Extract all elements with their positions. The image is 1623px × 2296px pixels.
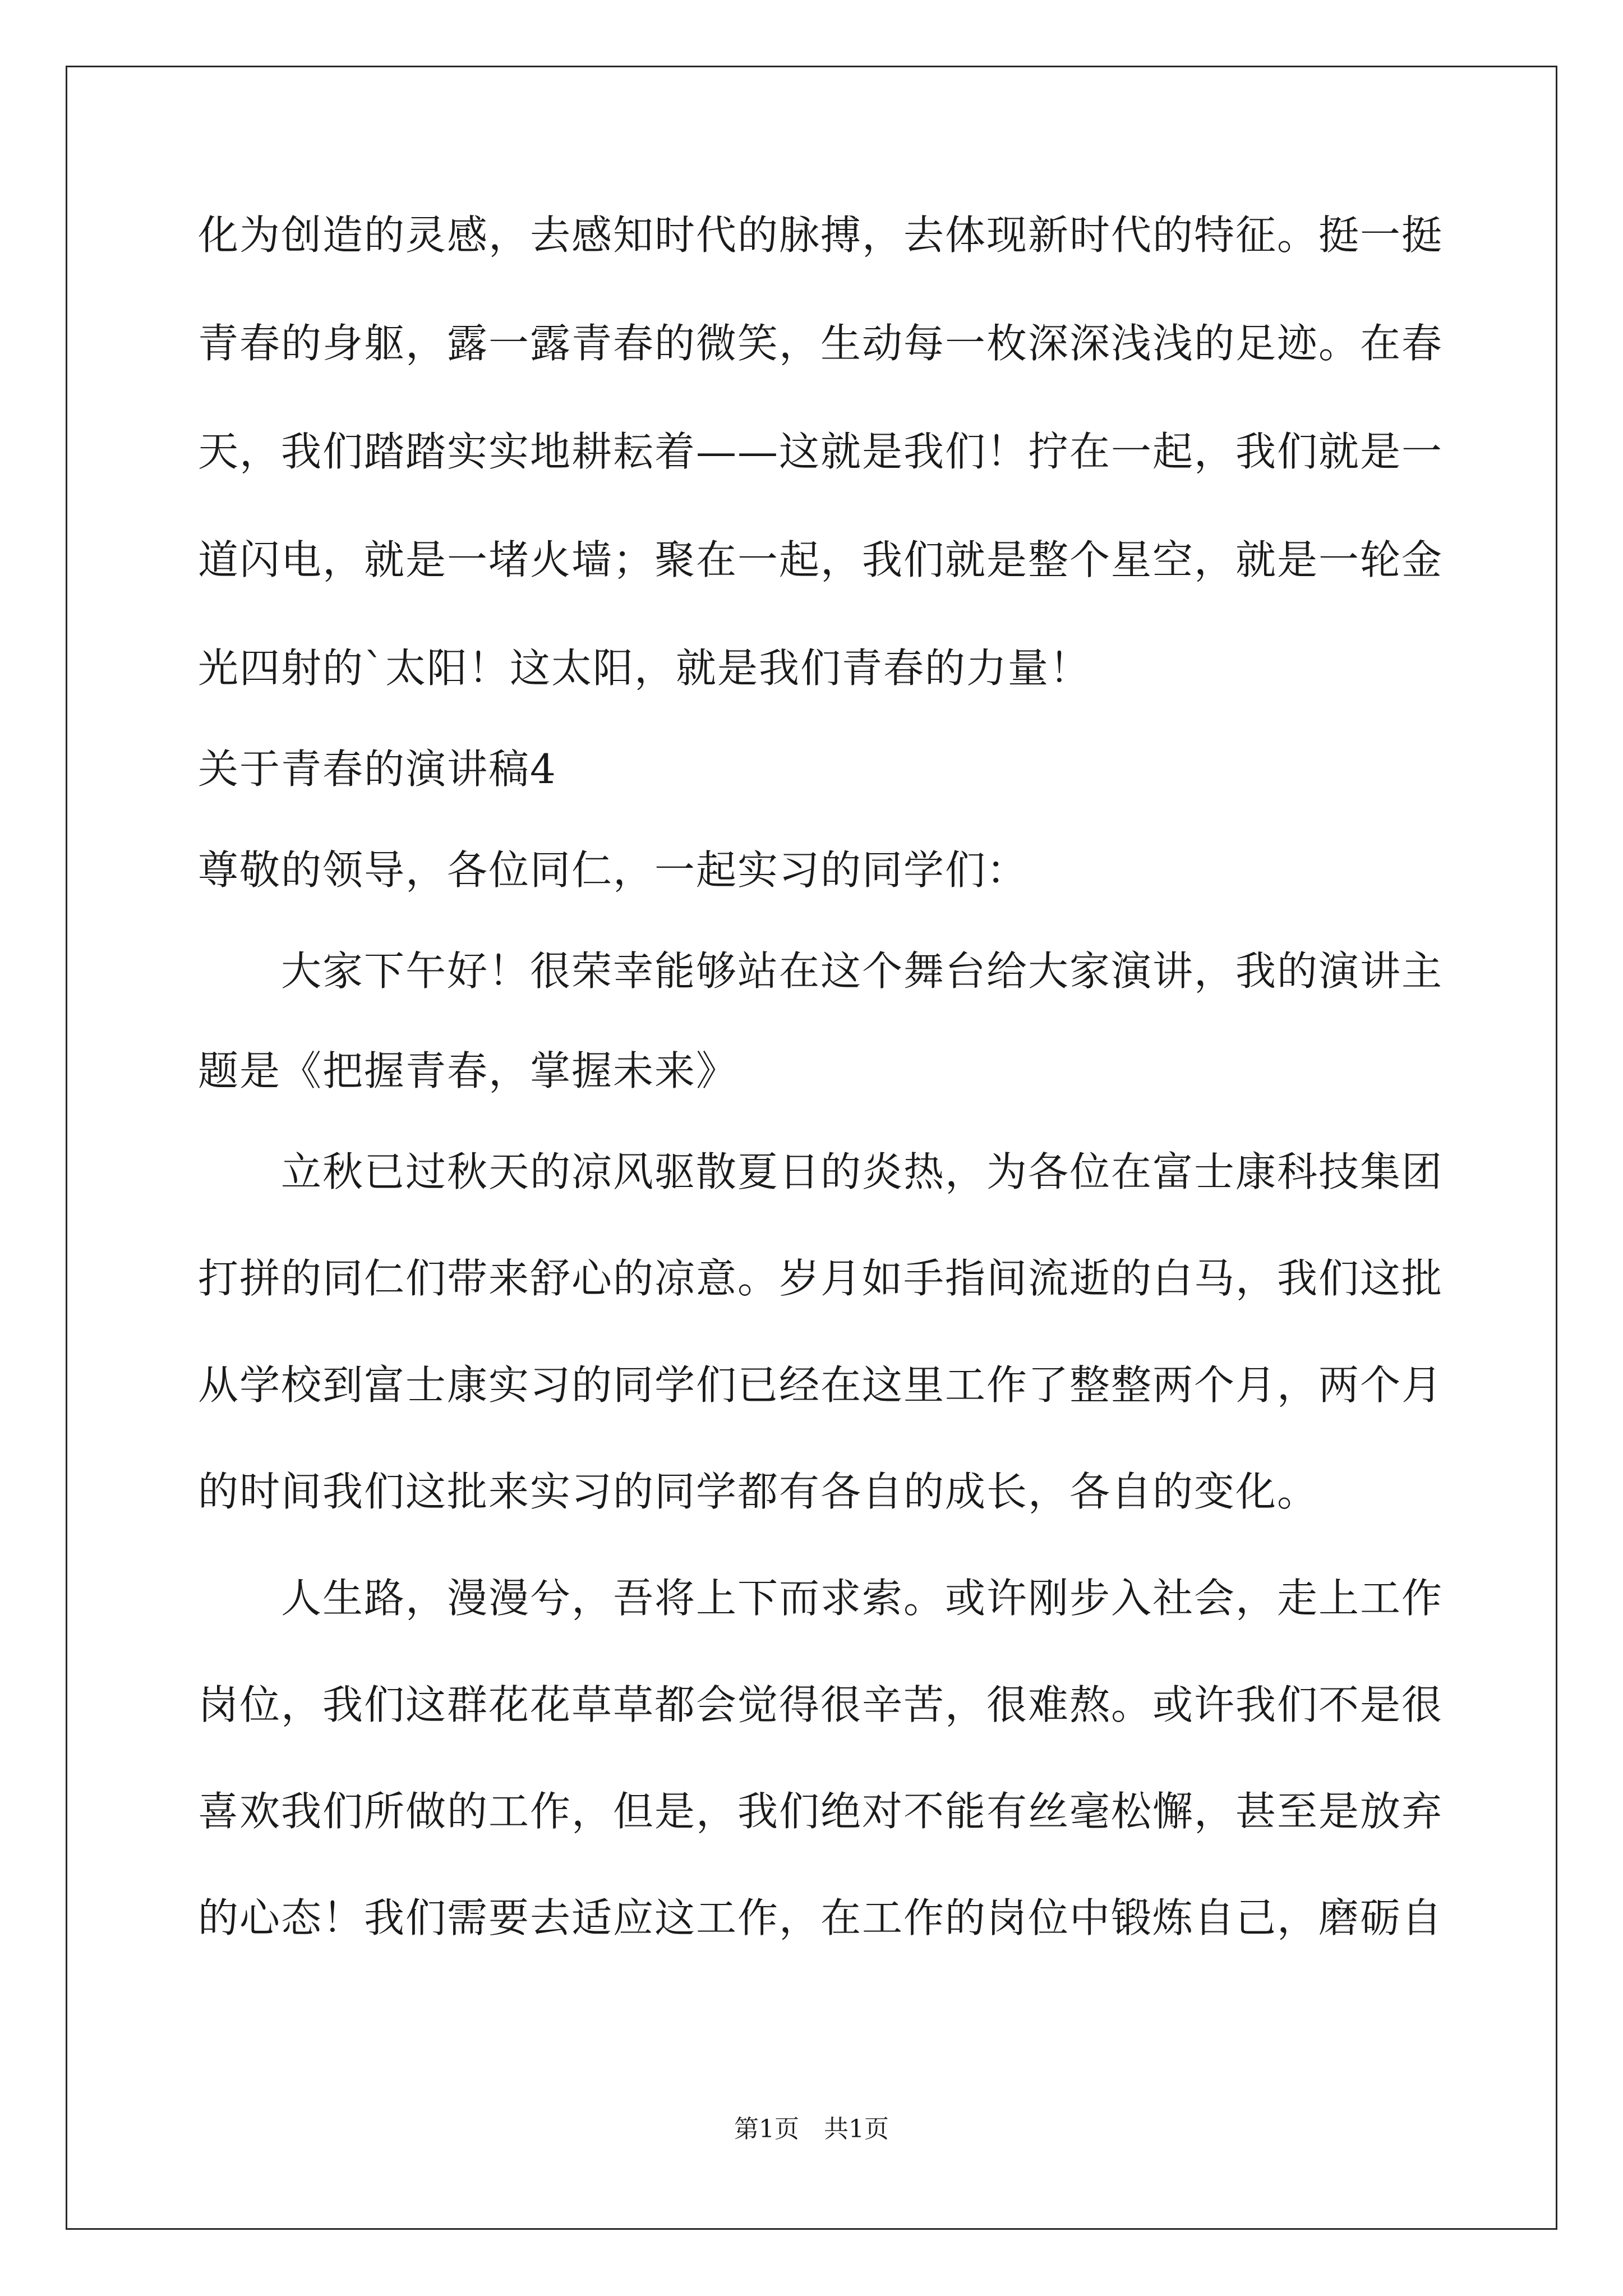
text-line: 打拼的同仁们带来舒心的凉意。岁月如手指间流逝的白马，我们这批 <box>198 1255 1444 1302</box>
text-line: 道闪电，就是一堵火墙；聚在一起，我们就是整个星空，就是一轮金 <box>198 536 1444 583</box>
section-heading: 关于青春的演讲稿4 <box>198 746 557 793</box>
salutation: 尊敬的领导，各位同仁，一起实习的同学们： <box>198 846 1029 894</box>
text-line: 化为创造的灵感，去感知时代的脉搏，去体现新时代的特征。挺一挺 <box>198 211 1444 259</box>
text-line: 题是《把握青春，掌握未来》 <box>198 1047 738 1094</box>
text-line: 的心态！我们需要去适应这工作，在工作的岗位中锻炼自己，磨砺自 <box>198 1894 1444 1941</box>
text-line: 喜欢我们所做的工作，但是，我们绝对不能有丝毫松懈，甚至是放弃 <box>198 1788 1444 1835</box>
text-line: 人生路，漫漫兮，吾将上下而求索。或许刚步入社会，走上工作 <box>198 1575 1444 1622</box>
text-line: 岗位，我们这群花花草草都会觉得很辛苦，很难熬。或许我们不是很 <box>198 1681 1444 1728</box>
text-line: 立秋已过秋天的凉风驱散夏日的炎热，为各位在富士康科技集团 <box>198 1148 1444 1195</box>
page-number: 第1页 共1页 <box>734 2115 889 2143</box>
text-line: 光四射的`太阳！这太阳，就是我们青春的力量！ <box>198 645 1091 692</box>
text-line: 的时间我们这批来实习的同学都有各自的成长，各自的变化。 <box>198 1468 1319 1515</box>
text-line: 青春的身躯，露一露青春的微笑，生动每一枚深深浅浅的足迹。在春 <box>198 320 1444 367</box>
text-line: 从学校到富士康实习的同学们已经在这里工作了整整两个月，两个月 <box>198 1361 1444 1409</box>
text-line: 大家下午好！很荣幸能够站在这个舞台给大家演讲，我的演讲主 <box>198 947 1444 995</box>
text-line: 天，我们踏踏实实地耕耘着——这就是我们！拧在一起，我们就是一 <box>198 428 1444 475</box>
